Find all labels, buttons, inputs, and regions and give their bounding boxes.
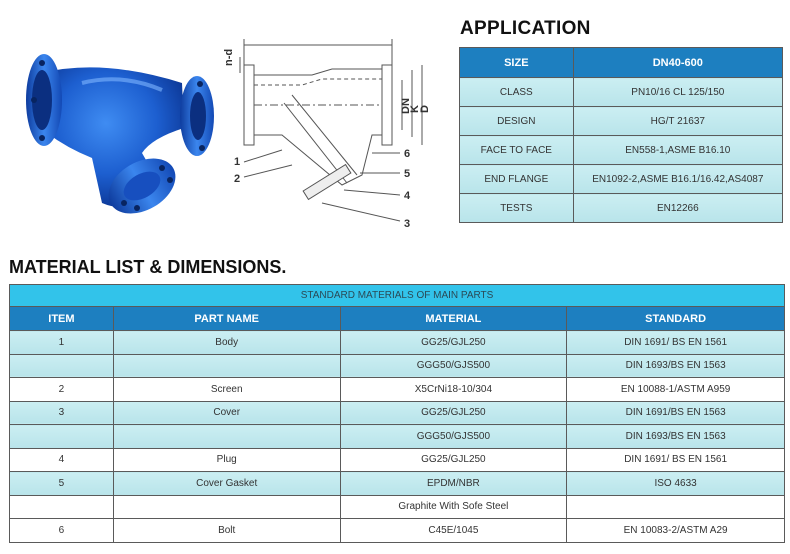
callout-5: 5: [404, 168, 411, 180]
table-row: [10, 378, 785, 402]
header-standard: STANDARD: [567, 307, 785, 331]
cell-standard: DIN 1691/ BS EN 1561: [567, 331, 785, 355]
app-value: PN10/16 CL 125/150: [573, 78, 782, 107]
material-table-header: [10, 307, 785, 331]
header-material: MATERIAL: [340, 307, 567, 331]
cell-material: GGG50/GJS500: [340, 354, 567, 378]
application-row: [460, 107, 783, 136]
callout-2: 2: [234, 173, 241, 185]
table-row: [10, 354, 785, 378]
cell-item: [10, 495, 114, 519]
cell-item: 5: [10, 472, 114, 496]
table-row: [10, 448, 785, 472]
cell-item: [10, 425, 114, 449]
cell-material: EPDM/NBR: [340, 472, 567, 496]
table-row: [10, 519, 785, 543]
header-item: ITEM: [10, 307, 114, 331]
cell-part: Screen: [113, 378, 340, 402]
app-value: EN1092-2,ASME B16.1/16.42,AS4087: [573, 165, 782, 194]
material-list-title: MATERIAL LIST & DIMENSIONS.: [9, 257, 287, 277]
table-row: [10, 331, 785, 355]
dim-label-d: D: [419, 105, 431, 113]
cell-standard: DIN 1691/BS EN 1563: [567, 401, 785, 425]
cell-part: Cover Gasket: [113, 472, 340, 496]
callout-1: 1: [234, 156, 241, 168]
cell-item: 3: [10, 401, 114, 425]
cell-part: Bolt: [113, 519, 340, 543]
callout-6: 6: [404, 148, 411, 160]
app-label: SIZE: [460, 48, 574, 78]
callout-3: 3: [404, 218, 411, 230]
cell-material: GG25/GJL250: [340, 448, 567, 472]
cell-material: C45E/1045: [340, 519, 567, 543]
cell-item: 6: [10, 519, 114, 543]
cell-standard: DIN 1693/BS EN 1563: [567, 354, 785, 378]
application-row: [460, 136, 783, 165]
cell-material: GG25/GJL250: [340, 401, 567, 425]
material-table: [9, 284, 785, 543]
cell-part: [113, 354, 340, 378]
application-row: [460, 194, 783, 223]
dim-label-nd: n-d: [223, 48, 235, 66]
app-value: EN12266: [573, 194, 782, 223]
cell-part: Cover: [113, 401, 340, 425]
callout-4: 4: [404, 190, 411, 202]
cell-part: Plug: [113, 448, 340, 472]
cell-standard: DIN 1691/ BS EN 1561: [567, 448, 785, 472]
strainer-section-drawing: [222, 25, 452, 235]
table-row: [10, 472, 785, 496]
app-value: HG/T 21637: [573, 107, 782, 136]
cell-item: 2: [10, 378, 114, 402]
header-part-name: PART NAME: [113, 307, 340, 331]
cell-material: GG25/GJL250: [340, 331, 567, 355]
cell-part: [113, 495, 340, 519]
application-row: [460, 78, 783, 107]
cell-part: [113, 425, 340, 449]
cell-material: X5CrNi18-10/304: [340, 378, 567, 402]
table-row: [10, 401, 785, 425]
cell-standard: ISO 4633: [567, 472, 785, 496]
cell-material: GGG50/GJS500: [340, 425, 567, 449]
application-row-size: [460, 48, 783, 78]
cell-item: 1: [10, 331, 114, 355]
cell-standard: [567, 495, 785, 519]
cell-part: Body: [113, 331, 340, 355]
cell-standard: DIN 1693/BS EN 1563: [567, 425, 785, 449]
cell-item: [10, 354, 114, 378]
app-value: EN558-1,ASME B16.10: [573, 136, 782, 165]
application-title: APPLICATION: [460, 18, 591, 39]
application-row: [460, 165, 783, 194]
cell-material: Graphite With Sofe Steel: [340, 495, 567, 519]
dim-label-dn: DN: [400, 98, 412, 114]
y-strainer-photo: [12, 28, 222, 218]
table-row: [10, 495, 785, 519]
app-label: TESTS: [460, 194, 574, 223]
dim-label-k: K: [409, 105, 421, 113]
cell-standard: EN 10083-2/ASTM A29: [567, 519, 785, 543]
table-row: [10, 425, 785, 449]
banner-text: STANDARD MATERIALS OF MAIN PARTS: [10, 285, 785, 307]
app-label: FACE TO FACE: [460, 136, 574, 165]
app-label: CLASS: [460, 78, 574, 107]
application-table: [459, 47, 783, 223]
app-label: END FLANGE: [460, 165, 574, 194]
app-value: DN40-600: [573, 48, 782, 78]
cell-item: 4: [10, 448, 114, 472]
cell-standard: EN 10088-1/ASTM A959: [567, 378, 785, 402]
app-label: DESIGN: [460, 107, 574, 136]
material-table-banner: [10, 285, 785, 307]
